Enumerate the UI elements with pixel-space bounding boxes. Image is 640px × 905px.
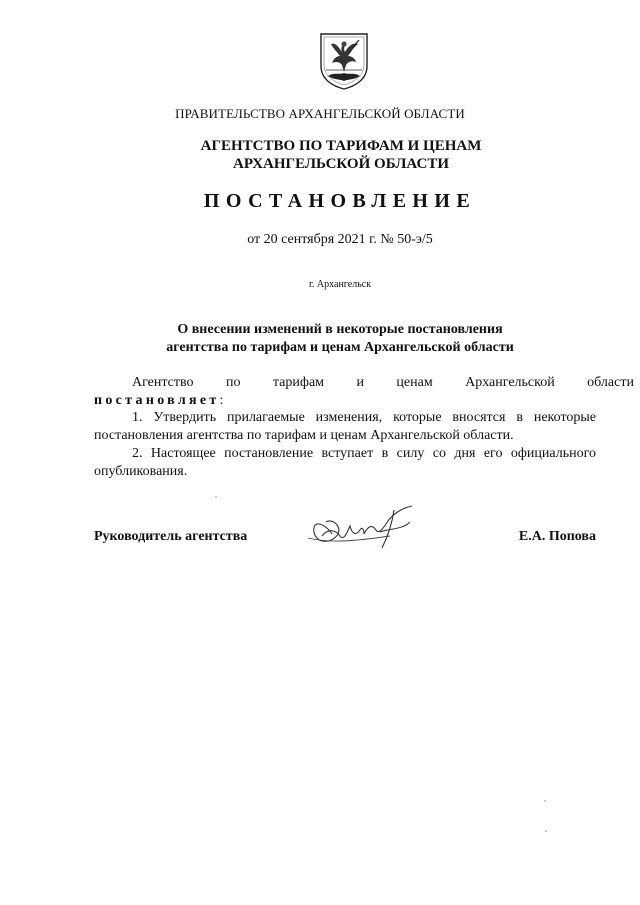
signatory-name: Е.А. Попова	[518, 529, 596, 544]
paragraph-2: 2. Настоящее постановление вступает в силу со дня его официального опубликования.	[94, 446, 596, 479]
intro-word: области	[587, 375, 634, 390]
intro-word: ценам	[396, 375, 433, 390]
agency-title-line2: АРХАНГЕЛЬСКОЙ ОБЛАСТИ	[233, 156, 449, 172]
agency-title-line1: АГЕНТСТВО ПО ТАРИФАМ И ЦЕНАМ	[200, 138, 482, 154]
government-title: ПРАВИТЕЛЬСТВО АРХАНГЕЛЬСКОЙ ОБЛАСТИ	[175, 106, 465, 121]
intro-word: по	[225, 375, 241, 390]
decree-line	[94, 392, 596, 410]
decree-colon: :	[219, 393, 224, 408]
signatory-position: Руководитель агентства	[94, 529, 248, 544]
scan-speck	[215, 496, 217, 498]
subject-line2: агентства по тарифам и ценам Архангельской области	[166, 340, 514, 355]
document-type: ПОСТАНОВЛЕНИЕ	[203, 190, 477, 212]
scan-speck	[545, 830, 547, 832]
intro-word: Архангельской	[465, 375, 555, 390]
decree-word: постановляет	[94, 393, 220, 408]
intro-word: и	[356, 375, 364, 390]
scan-speck	[544, 800, 546, 802]
intro-word: Агентство	[132, 375, 194, 390]
coat-of-arms-icon	[318, 32, 370, 90]
intro-line	[94, 374, 634, 392]
paragraph-1: 1. Утвердить прилагаемые изменения, которые вносятся в некоторые постановления агентства по тарифам и ценам Архангельской области.	[94, 410, 596, 443]
document-date-number: от 20 сентября 2021 г. № 50-э/5	[247, 232, 433, 247]
intro-word: тарифам	[272, 375, 325, 390]
document-city: г. Архангельск	[308, 279, 372, 290]
handwritten-signature	[302, 500, 424, 560]
subject-line1: О внесении изменений в некоторые постановления	[177, 322, 503, 337]
